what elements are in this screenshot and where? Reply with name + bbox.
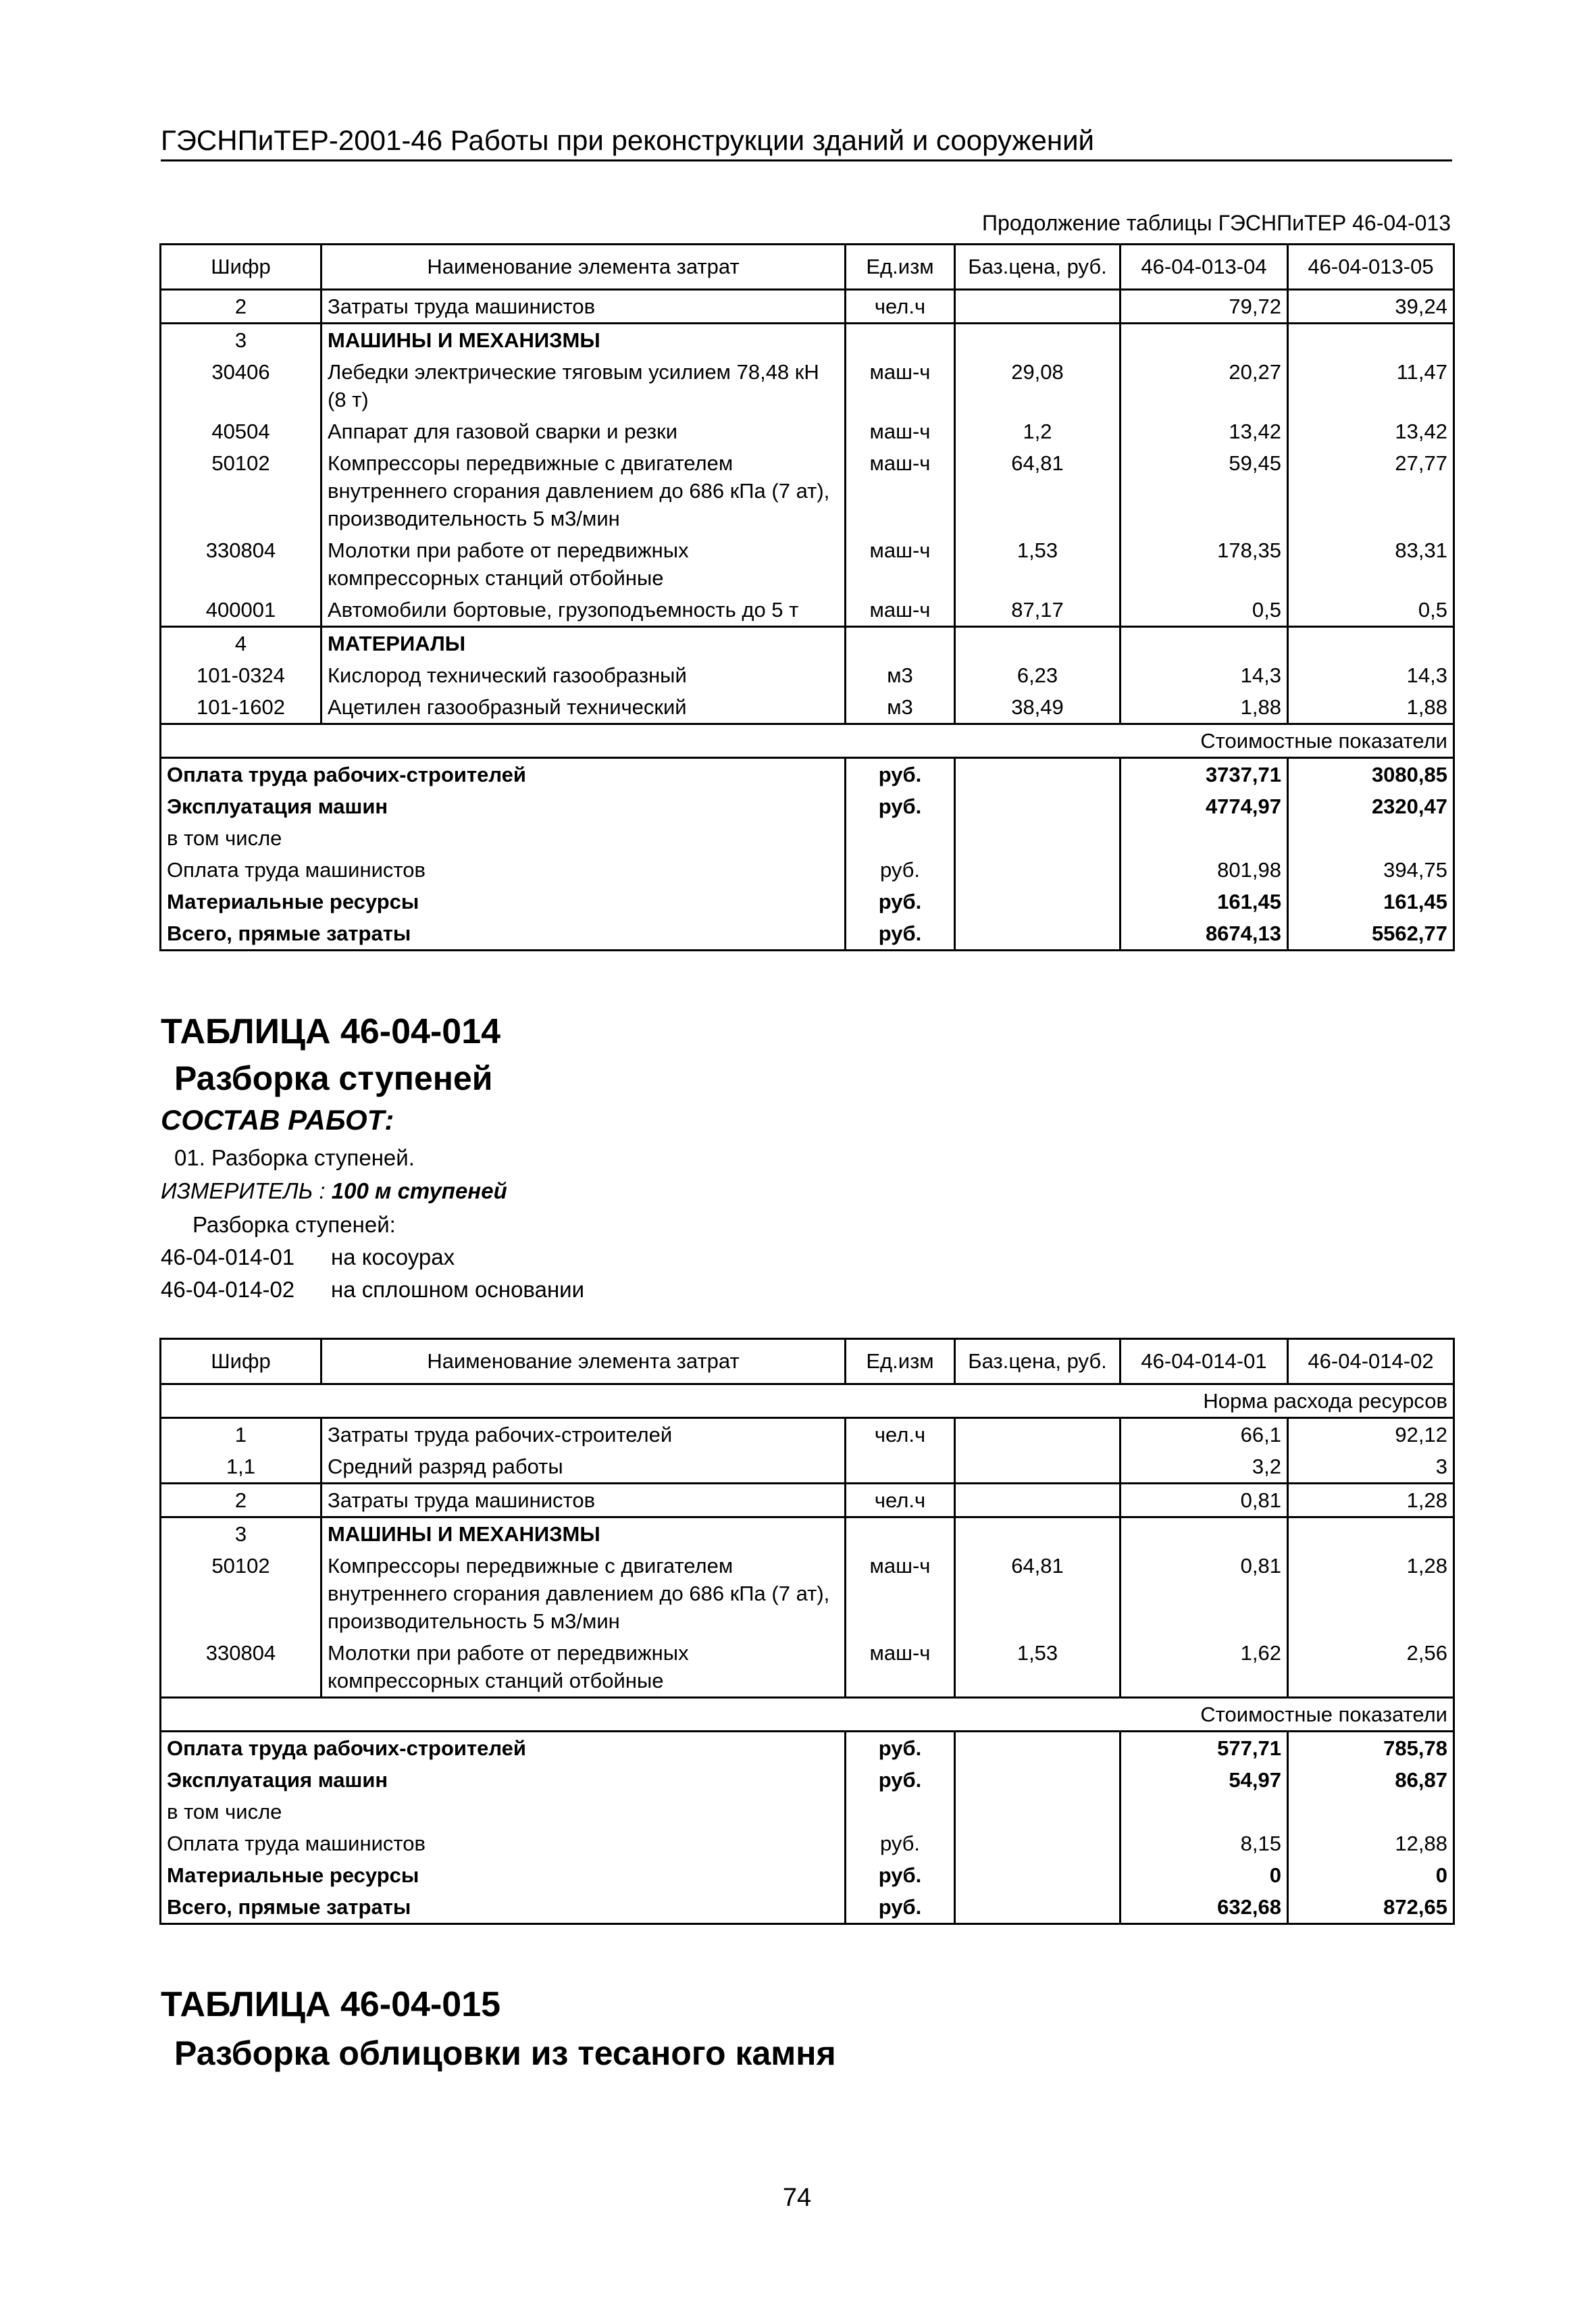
row-price bbox=[955, 1517, 1121, 1551]
section-name-015: Разборка облицовки из тесаного камня bbox=[174, 2034, 836, 2072]
row-value-2 bbox=[1288, 324, 1454, 357]
row-unit: маш-ч bbox=[846, 356, 955, 416]
summary-value-2: 161,45 bbox=[1288, 886, 1454, 917]
row-unit: чел.ч bbox=[846, 1418, 955, 1451]
row-value-2: 11,47 bbox=[1288, 356, 1454, 416]
summary-unit: руб. bbox=[846, 1732, 955, 1765]
row-name: Средний разряд работы bbox=[321, 1451, 846, 1484]
resource-table-013 bbox=[159, 243, 1455, 951]
table-row bbox=[161, 1418, 1454, 1451]
row-price: 38,49 bbox=[955, 691, 1121, 724]
summary-value-2: 0 bbox=[1288, 1859, 1454, 1891]
row-value-2: 1,28 bbox=[1288, 1550, 1454, 1637]
summary-value-2: 86,87 bbox=[1288, 1764, 1454, 1796]
row-code: 1,1 bbox=[161, 1451, 321, 1484]
summary-unit: руб. bbox=[846, 854, 955, 886]
row-value-2: 1,88 bbox=[1288, 691, 1454, 724]
row-unit: маш-ч bbox=[846, 594, 955, 627]
cost-indicators-label: Стоимостные показатели bbox=[161, 724, 1454, 758]
summary-price bbox=[955, 1891, 1121, 1924]
summary-row bbox=[161, 1732, 1454, 1765]
row-code: 3 bbox=[161, 324, 321, 357]
table-continuation-caption: Продолжение таблицы ГЭСНПиТЕР 46-04-013 bbox=[982, 211, 1451, 235]
row-unit bbox=[846, 324, 955, 357]
row-value-1: 0,81 bbox=[1121, 1484, 1288, 1517]
summary-unit: руб. bbox=[846, 886, 955, 917]
summary-price bbox=[955, 1764, 1121, 1796]
col-header-variant-01: 46-04-014-01 bbox=[1121, 1339, 1288, 1384]
summary-unit: руб. bbox=[846, 790, 955, 822]
summary-name: Оплата труда машинистов bbox=[161, 1828, 846, 1859]
row-code: 1 bbox=[161, 1418, 321, 1451]
summary-value-2: 2320,47 bbox=[1288, 790, 1454, 822]
row-price bbox=[955, 1418, 1121, 1451]
row-unit: маш-ч bbox=[846, 416, 955, 447]
row-value-2: 1,28 bbox=[1288, 1484, 1454, 1517]
row-value-2: 13,42 bbox=[1288, 416, 1454, 447]
row-name: Ацетилен газообразный технический bbox=[321, 691, 846, 724]
row-name: Молотки при работе от передвижных компрессорных станций отбойные bbox=[321, 534, 846, 594]
table-header-row bbox=[161, 245, 1454, 290]
summary-value-1 bbox=[1121, 1796, 1288, 1828]
row-price: 29,08 bbox=[955, 356, 1121, 416]
variants-title: Разборка ступеней: bbox=[192, 1212, 396, 1237]
row-code: 40504 bbox=[161, 416, 321, 447]
row-unit: м3 bbox=[846, 691, 955, 724]
summary-price bbox=[955, 886, 1121, 917]
running-header: ГЭСНПиТЕР-2001-46 Работы при реконструкции зданий и сооружений bbox=[161, 122, 1452, 161]
row-value-1: 59,45 bbox=[1121, 447, 1288, 534]
row-unit: маш-ч bbox=[846, 1550, 955, 1637]
row-value-2: 92,12 bbox=[1288, 1418, 1454, 1451]
summary-row bbox=[161, 790, 1454, 822]
summary-unit: руб. bbox=[846, 1891, 955, 1924]
summary-name: Эксплуатация машин bbox=[161, 1764, 846, 1796]
work-composition-label: СОСТАВ РАБОТ: bbox=[161, 1104, 394, 1136]
summary-row bbox=[161, 1859, 1454, 1891]
row-value-1: 66,1 bbox=[1121, 1418, 1288, 1451]
row-name: Затраты труда машинистов bbox=[321, 290, 846, 324]
row-value-2: 2,56 bbox=[1288, 1637, 1454, 1698]
summary-value-2: 394,75 bbox=[1288, 854, 1454, 886]
table-row bbox=[161, 1517, 1454, 1551]
row-unit bbox=[846, 627, 955, 660]
row-code: 2 bbox=[161, 1484, 321, 1517]
row-price: 1,53 bbox=[955, 1637, 1121, 1698]
row-price bbox=[955, 324, 1121, 357]
table-row bbox=[161, 691, 1454, 724]
col-header-code: Шифр bbox=[161, 245, 321, 290]
row-name: Компрессоры передвижные с двигателем внутреннего сгорания давлением до 686 кПа (7 ат), производительность 5 м3/мин bbox=[321, 447, 846, 534]
row-value-2: 39,24 bbox=[1288, 290, 1454, 324]
row-name: Кислород технический газообразный bbox=[321, 659, 846, 691]
row-price: 6,23 bbox=[955, 659, 1121, 691]
row-value-1: 13,42 bbox=[1121, 416, 1288, 447]
measure-value: 100 м ступеней bbox=[331, 1178, 507, 1203]
summary-price bbox=[955, 1859, 1121, 1891]
summary-value-1: 161,45 bbox=[1121, 886, 1288, 917]
table-row bbox=[161, 1637, 1454, 1698]
summary-price bbox=[955, 1732, 1121, 1765]
col-header-variant-05: 46-04-013-05 bbox=[1288, 245, 1454, 290]
row-code: 50102 bbox=[161, 447, 321, 534]
row-code: 3 bbox=[161, 1517, 321, 1551]
row-unit: чел.ч bbox=[846, 1484, 955, 1517]
summary-name: Материальные ресурсы bbox=[161, 1859, 846, 1891]
row-name: Затраты труда машинистов bbox=[321, 1484, 846, 1517]
work-item: 01. Разборка ступеней. bbox=[174, 1145, 415, 1170]
summary-unit: руб. bbox=[846, 917, 955, 951]
summary-row bbox=[161, 822, 1454, 854]
summary-unit: руб. bbox=[846, 1764, 955, 1796]
row-value-1: 0,5 bbox=[1121, 594, 1288, 627]
summary-row bbox=[161, 886, 1454, 917]
cost-indicators-label: Стоимостные показатели bbox=[161, 1698, 1454, 1732]
section-name-014: Разборка ступеней bbox=[174, 1059, 493, 1097]
summary-price bbox=[955, 758, 1121, 791]
row-name: Затраты труда рабочих-строителей bbox=[321, 1418, 846, 1451]
row-value-2: 83,31 bbox=[1288, 534, 1454, 594]
table-header-row bbox=[161, 1339, 1454, 1384]
row-price bbox=[955, 290, 1121, 324]
summary-name: Эксплуатация машин bbox=[161, 790, 846, 822]
summary-row bbox=[161, 1828, 1454, 1859]
row-value-2: 27,77 bbox=[1288, 447, 1454, 534]
row-code: 2 bbox=[161, 290, 321, 324]
measure-line bbox=[161, 1177, 507, 1205]
summary-value-1: 8,15 bbox=[1121, 1828, 1288, 1859]
summary-unit bbox=[846, 1796, 955, 1828]
row-code: 4 bbox=[161, 627, 321, 660]
row-name: Компрессоры передвижные с двигателем внутреннего сгорания давлением до 686 кПа (7 ат), производительность 5 м3/мин bbox=[321, 1550, 846, 1637]
col-header-name: Наименование элемента затрат bbox=[321, 1339, 846, 1384]
row-code: 330804 bbox=[161, 534, 321, 594]
row-price bbox=[955, 627, 1121, 660]
summary-price bbox=[955, 1828, 1121, 1859]
table-row bbox=[161, 627, 1454, 660]
row-name: МАШИНЫ И МЕХАНИЗМЫ bbox=[321, 324, 846, 357]
col-header-unit: Ед.изм bbox=[846, 245, 955, 290]
row-value-2: 3 bbox=[1288, 1451, 1454, 1484]
summary-row bbox=[161, 917, 1454, 951]
summary-price bbox=[955, 917, 1121, 951]
summary-value-1: 8674,13 bbox=[1121, 917, 1288, 951]
summary-value-1: 801,98 bbox=[1121, 854, 1288, 886]
row-value-1: 1,88 bbox=[1121, 691, 1288, 724]
summary-value-2: 12,88 bbox=[1288, 1828, 1454, 1859]
row-value-1 bbox=[1121, 324, 1288, 357]
row-unit: маш-ч bbox=[846, 1637, 955, 1698]
variant-code: 46-04-014-02 bbox=[161, 1277, 295, 1302]
col-header-code: Шифр bbox=[161, 1339, 321, 1384]
summary-price bbox=[955, 1796, 1121, 1828]
row-value-2 bbox=[1288, 627, 1454, 660]
col-header-price: Баз.цена, руб. bbox=[955, 245, 1121, 290]
summary-value-1: 577,71 bbox=[1121, 1732, 1288, 1765]
variant-code: 46-04-014-01 bbox=[161, 1244, 295, 1269]
row-price: 87,17 bbox=[955, 594, 1121, 627]
variant-text: на косоурах bbox=[331, 1244, 455, 1269]
col-header-unit: Ед.изм bbox=[846, 1339, 955, 1384]
row-name: Аппарат для газовой сварки и резки bbox=[321, 416, 846, 447]
col-header-name: Наименование элемента затрат bbox=[321, 245, 846, 290]
row-value-1 bbox=[1121, 627, 1288, 660]
row-value-1: 1,62 bbox=[1121, 1637, 1288, 1698]
row-value-1: 178,35 bbox=[1121, 534, 1288, 594]
norm-label-row bbox=[161, 1384, 1454, 1418]
summary-name: в том числе bbox=[161, 1796, 846, 1828]
table-row bbox=[161, 534, 1454, 594]
row-name: МАТЕРИАЛЫ bbox=[321, 627, 846, 660]
row-name: Молотки при работе от передвижных компрессорных станций отбойные bbox=[321, 1637, 846, 1698]
row-value-2: 0,5 bbox=[1288, 594, 1454, 627]
summary-value-2: 5562,77 bbox=[1288, 917, 1454, 951]
summary-row bbox=[161, 1891, 1454, 1924]
table-row bbox=[161, 356, 1454, 416]
row-name: Автомобили бортовые, грузоподъемность до 5 т bbox=[321, 594, 846, 627]
measure-label: ИЗМЕРИТЕЛЬ : bbox=[161, 1178, 326, 1203]
row-value-1: 0,81 bbox=[1121, 1550, 1288, 1637]
col-header-variant-04: 46-04-013-04 bbox=[1121, 245, 1288, 290]
row-unit: чел.ч bbox=[846, 290, 955, 324]
summary-row bbox=[161, 1764, 1454, 1796]
row-code: 50102 bbox=[161, 1550, 321, 1637]
summary-value-1 bbox=[1121, 822, 1288, 854]
table-row bbox=[161, 447, 1454, 534]
summary-value-2: 872,65 bbox=[1288, 1891, 1454, 1924]
table-row bbox=[161, 416, 1454, 447]
table-title-014: ТАБЛИЦА 46-04-014 bbox=[161, 1012, 501, 1051]
row-unit: м3 bbox=[846, 659, 955, 691]
table-row bbox=[161, 659, 1454, 691]
row-value-1: 20,27 bbox=[1121, 356, 1288, 416]
row-code: 101-0324 bbox=[161, 659, 321, 691]
table-row bbox=[161, 1484, 1454, 1517]
resource-table-014 bbox=[159, 1338, 1455, 1925]
summary-name: Всего, прямые затраты bbox=[161, 917, 846, 951]
row-unit bbox=[846, 1517, 955, 1551]
page-number: 74 bbox=[782, 2184, 812, 2212]
row-price bbox=[955, 1484, 1121, 1517]
row-code: 101-1602 bbox=[161, 691, 321, 724]
summary-unit: руб. bbox=[846, 758, 955, 791]
summary-value-2: 3080,85 bbox=[1288, 758, 1454, 791]
summary-value-2 bbox=[1288, 1796, 1454, 1828]
row-value-1: 79,72 bbox=[1121, 290, 1288, 324]
table-row bbox=[161, 1451, 1454, 1484]
row-value-1: 14,3 bbox=[1121, 659, 1288, 691]
row-value-1 bbox=[1121, 1517, 1288, 1551]
row-value-2: 14,3 bbox=[1288, 659, 1454, 691]
row-unit: маш-ч bbox=[846, 534, 955, 594]
summary-name: Оплата труда машинистов bbox=[161, 854, 846, 886]
summary-value-2: 785,78 bbox=[1288, 1732, 1454, 1765]
summary-unit: руб. bbox=[846, 1828, 955, 1859]
row-value-1: 3,2 bbox=[1121, 1451, 1288, 1484]
summary-value-2 bbox=[1288, 822, 1454, 854]
row-price: 1,53 bbox=[955, 534, 1121, 594]
row-code: 30406 bbox=[161, 356, 321, 416]
table-row bbox=[161, 324, 1454, 357]
row-name: МАШИНЫ И МЕХАНИЗМЫ bbox=[321, 1517, 846, 1551]
row-code: 400001 bbox=[161, 594, 321, 627]
summary-value-1: 4774,97 bbox=[1121, 790, 1288, 822]
summary-unit: руб. bbox=[846, 1859, 955, 1891]
row-price: 64,81 bbox=[955, 1550, 1121, 1637]
summary-value-1: 54,97 bbox=[1121, 1764, 1288, 1796]
row-unit: маш-ч bbox=[846, 447, 955, 534]
col-header-price: Баз.цена, руб. bbox=[955, 1339, 1121, 1384]
summary-name: Оплата труда рабочих-строителей bbox=[161, 758, 846, 791]
row-name: Лебедки электрические тяговым усилием 78,48 кН (8 т) bbox=[321, 356, 846, 416]
cost-indicators-row bbox=[161, 724, 1454, 758]
summary-unit bbox=[846, 822, 955, 854]
summary-price bbox=[955, 822, 1121, 854]
row-value-2 bbox=[1288, 1517, 1454, 1551]
summary-price bbox=[955, 854, 1121, 886]
col-header-variant-02: 46-04-014-02 bbox=[1288, 1339, 1454, 1384]
table-title-015: ТАБЛИЦА 46-04-015 bbox=[161, 1985, 501, 2024]
summary-name: Материальные ресурсы bbox=[161, 886, 846, 917]
summary-name: Оплата труда рабочих-строителей bbox=[161, 1732, 846, 1765]
summary-name: Всего, прямые затраты bbox=[161, 1891, 846, 1924]
summary-value-1: 632,68 bbox=[1121, 1891, 1288, 1924]
summary-value-1: 0 bbox=[1121, 1859, 1288, 1891]
summary-value-1: 3737,71 bbox=[1121, 758, 1288, 791]
summary-name: в том числе bbox=[161, 822, 846, 854]
variant-text: на сплошном основании bbox=[331, 1277, 585, 1302]
row-price bbox=[955, 1451, 1121, 1484]
resource-norm-label: Норма расхода ресурсов bbox=[161, 1384, 1454, 1418]
cost-indicators-row bbox=[161, 1698, 1454, 1732]
row-price: 1,2 bbox=[955, 416, 1121, 447]
summary-row bbox=[161, 854, 1454, 886]
row-unit bbox=[846, 1451, 955, 1484]
row-code: 330804 bbox=[161, 1637, 321, 1698]
table-row bbox=[161, 1550, 1454, 1637]
row-price: 64,81 bbox=[955, 447, 1121, 534]
table-row bbox=[161, 290, 1454, 324]
table-row bbox=[161, 594, 1454, 627]
summary-price bbox=[955, 790, 1121, 822]
summary-row bbox=[161, 1796, 1454, 1828]
summary-row bbox=[161, 758, 1454, 791]
